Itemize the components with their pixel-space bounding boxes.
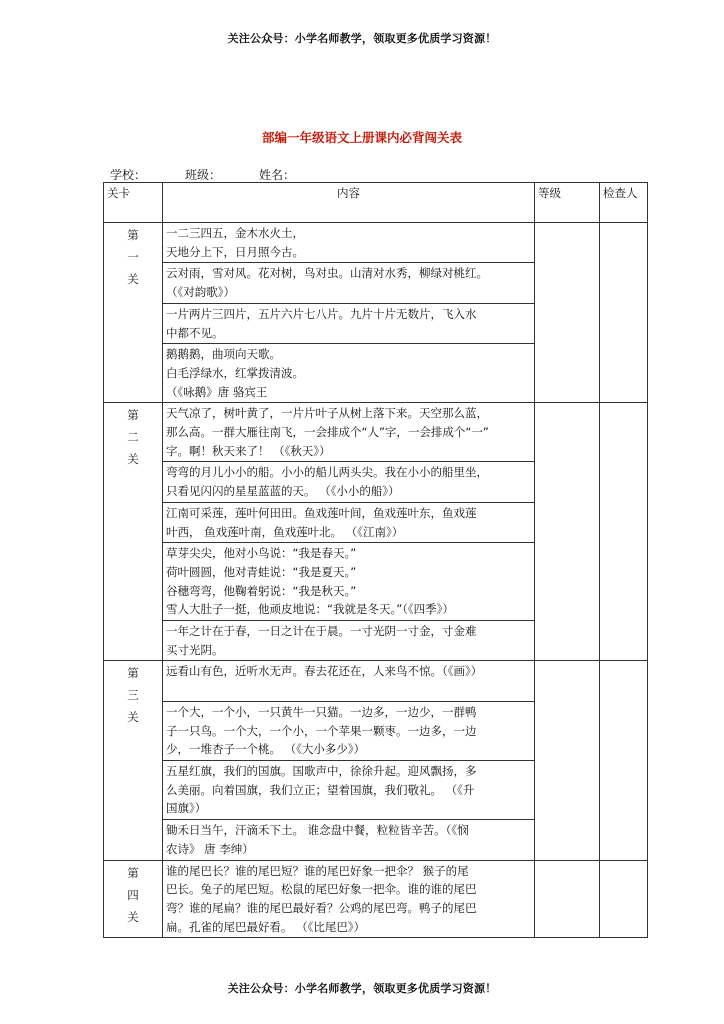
content-line: 那么高。一群大雁往南飞，一会排成个“人”字，一会排成个“一” [166,425,489,440]
content-line: 扁。孔雀的尾巴最好看。 （《比尾巴》） [166,919,366,934]
checker-cell[interactable] [600,860,648,938]
content-line: 一年之计在于春，一日之计在于晨。一寸光阴一寸金，寸金难 [166,624,477,639]
content-cell [163,403,535,462]
stage-cell [104,661,163,860]
grade-cell[interactable] [535,860,600,938]
content-line: 天气凉了，树叶黄了，一片片叶子从树上落下来。天空那么蓝， [166,406,488,421]
content-line: （《咏鹅》唐 骆宾王 [166,384,268,399]
content-line: 巴长。兔子的尾巴短。松鼠的尾巴好象一把伞。谁的谁的尾巴 [166,882,477,897]
content-line: 买寸光阴。 [166,642,224,657]
stage-cell [104,860,163,938]
table-row [104,860,648,938]
header-note: 关注公众号：小学名师教学，领取更多优质学习资源！ [227,32,497,45]
content-cell [163,344,535,403]
content-line: 叶西， 鱼戏莲叶南，鱼戏莲叶北。 （《江南》） [166,524,404,539]
content-line: 雪人大肚子一挺，他顽皮地说：“我就是冬天。”（《四季》） [166,602,454,617]
header-content: 内容 [163,183,535,223]
content-line: 天地分上下，日月照今古。 [166,244,304,259]
grade-cell[interactable] [535,223,600,403]
content-cell [163,820,535,860]
content-cell [163,760,535,819]
table-row [104,403,648,462]
content-line: 谷穗弯弯，他鞠着躬说：“我是秋天。” [166,583,357,598]
checker-cell[interactable] [600,403,648,661]
content-cell [163,661,535,701]
content-line: 草芽尖尖，他对小鸟说：“我是春天。” [166,546,357,561]
stage-label: 第四关 [127,865,139,924]
page-title: 部编一年级语文上册课内必背闯关表 [261,130,462,145]
content-cell [163,502,535,542]
name-field-label: 姓名： [259,168,296,182]
content-cell [163,621,535,661]
content-cell [163,462,535,502]
content-line: 只看见闪闪的星星蓝蓝的天。 （《小小的船》） [166,484,400,499]
stage-label: 第三关 [127,666,139,725]
stage-label: 第一关 [127,228,139,286]
content-line: 荷叶圆圆，他对青蛙说：“我是夏天。” [166,564,357,579]
checklist-table [103,182,648,938]
content-cell [163,860,535,938]
table-header-row [104,183,648,223]
school-field-label: 学校： [110,168,147,182]
checker-cell[interactable] [600,223,648,403]
content-cell [163,543,535,621]
content-line: 国旗》） [166,801,207,816]
class-field-label: 班级： [185,168,222,182]
table-row [104,661,648,701]
content-line: 谁的尾巴长？谁的尾巴短？谁的尾巴好象一把伞？ 猴子的尾 [166,863,469,878]
stage-cell [104,403,163,661]
content-cell [163,701,535,760]
content-line: 字。啊！秋天来了！ （《秋天》） [166,443,331,458]
footer-note: 关注公众号：小学名师教学，领取更多优质学习资源！ [227,982,497,995]
content-line: 白毛浮绿水，红掌拨清波。 [166,365,304,380]
header-grade: 等级 [535,183,600,223]
grade-cell[interactable] [535,403,600,661]
content-line: 一二三四五，金木水火土， [166,226,304,240]
table-row [104,223,648,263]
content-line: 一片两片三四片，五片六片七八片。九片十片无数片，飞入水 [166,306,477,321]
content-line: 弯？谁的尾扁？谁的尾巴最好看？公鸡的尾巴弯。鸭子的尾巴 [166,900,477,915]
grade-cell[interactable] [535,661,600,860]
header-stage: 关卡 [104,183,163,223]
stage-label: 第二关 [127,408,139,467]
content-line: 子一只鸟。一个大，一个小，一个苹果一颗枣。一边多，一边 [166,723,477,738]
content-cell [163,303,535,343]
stage-cell [104,223,163,403]
checker-cell[interactable] [600,661,648,860]
content-line: 中都不见。 [166,325,224,340]
content-line: （《对韵歌》） [166,285,235,300]
content-line: 少，一堆杏子一个桃。 （《大小多少》） [166,742,366,757]
content-cell [163,223,535,263]
header-checker: 检查人 [600,183,648,223]
content-cell [163,263,535,303]
content-line: 农诗》 唐 李绅） [166,841,254,856]
content-line: 江南可采莲，莲叶何田田。鱼戏莲叶间，鱼戏莲叶东，鱼戏莲 [166,505,477,520]
content-line: 么美丽。向着国旗，我们立正；望着国旗，我们敬礼。 （《升 [166,782,475,797]
content-line: 一个大，一个小，一只黄牛一只猫。一边多，一边少，一群鸭 [166,704,477,719]
content-line [166,681,531,700]
content-line: 鹅鹅鹅，曲项向天歌。 [166,347,281,362]
content-line: 锄禾日当午，汗滴禾下土。 谁念盘中餐，粒粒皆辛苦。（《悯 [166,823,469,838]
content-line: 远看山有色，近听水无声。春去花还在，人来鸟不惊。（《画》） [166,664,483,679]
content-line: 弯弯的月儿小小的船。小小的船儿两头尖。我在小小的船里坐， [166,465,488,480]
content-line: 五星红旗，我们的国旗。国歌声中，徐徐升起。迎风飘扬，多 [166,763,477,778]
content-line: 云对雨，雪对风。花对树，鸟对虫。山清对水秀，柳绿对桃红。 [166,266,488,281]
